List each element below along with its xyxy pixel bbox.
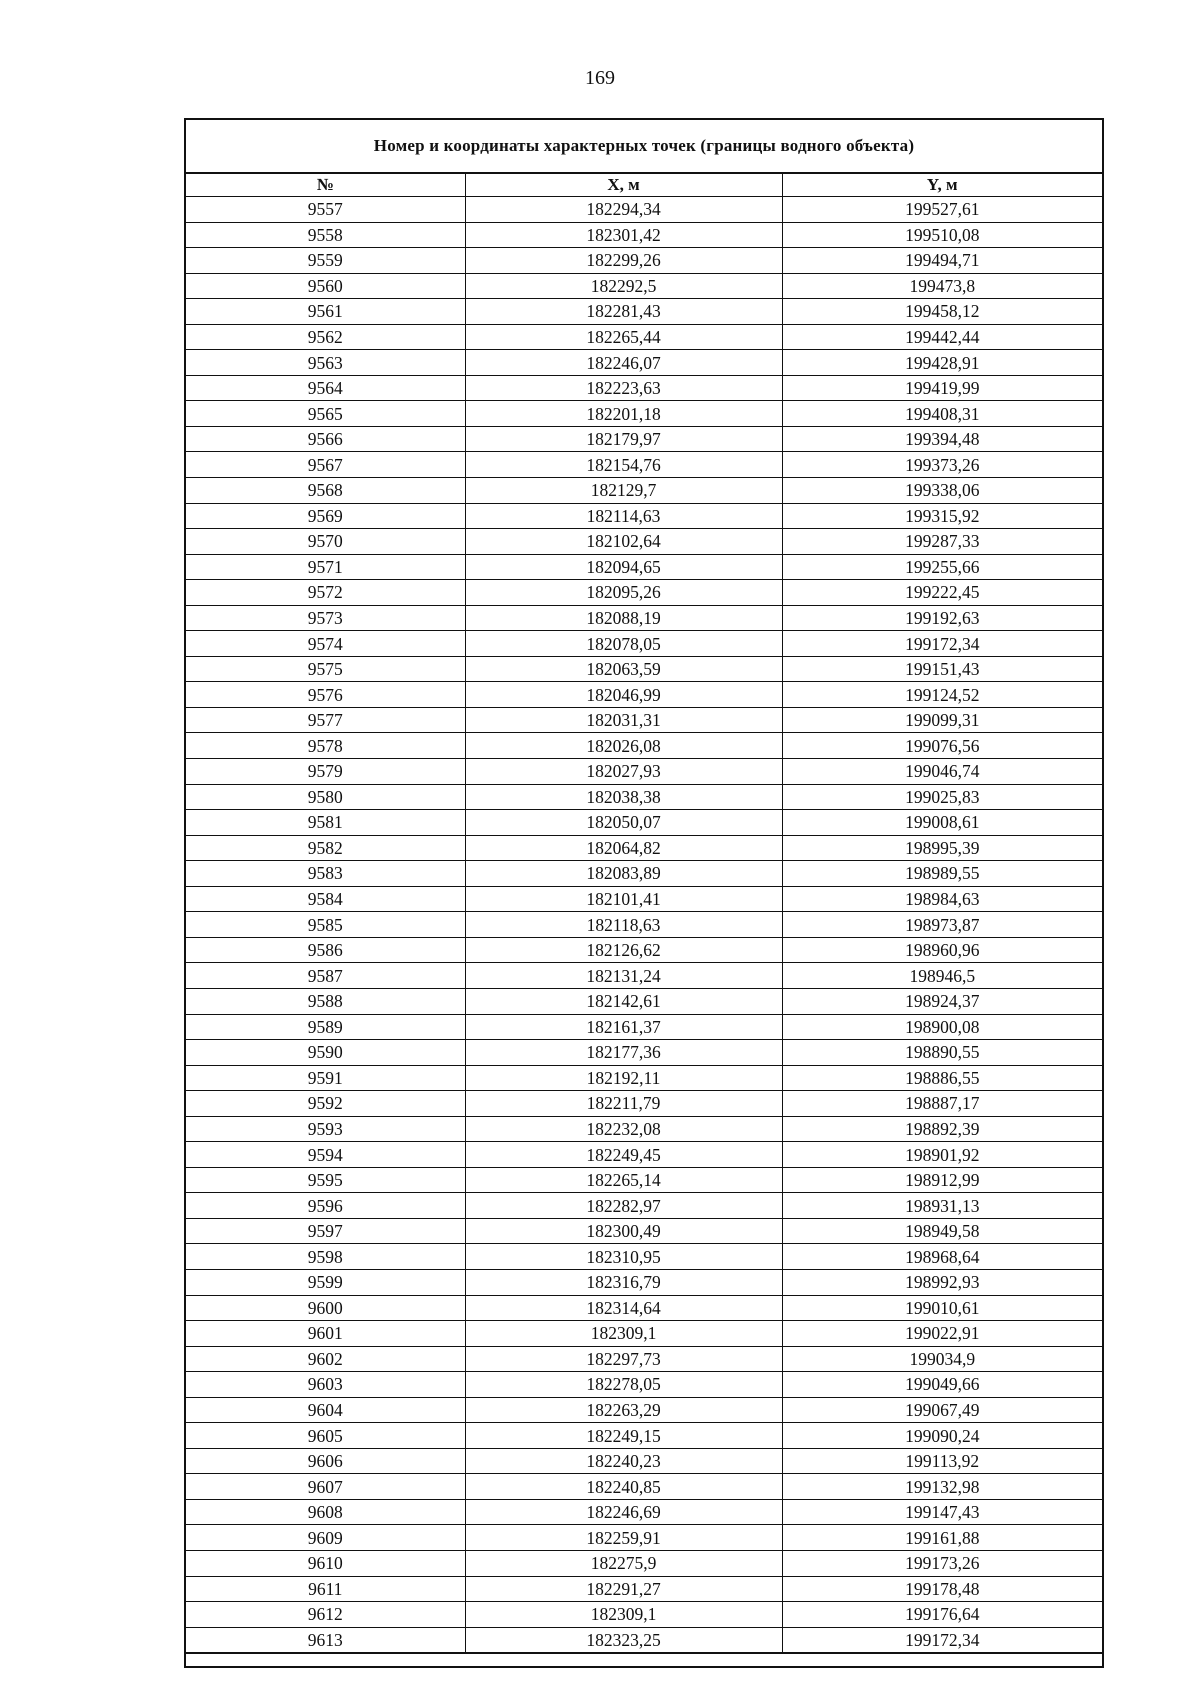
cell-x-coordinate: 182246,07 [465,350,782,376]
cell-x-coordinate: 182102,64 [465,529,782,555]
cell-x-coordinate: 182263,29 [465,1397,782,1423]
cell-x-coordinate: 182292,5 [465,273,782,299]
cell-x-coordinate: 182310,95 [465,1244,782,1270]
table-row [186,1525,1102,1551]
cell-x-coordinate: 182300,49 [465,1218,782,1244]
cell-point-number: 9604 [186,1397,465,1423]
cell-y-coordinate: 198973,87 [782,912,1102,938]
table-body [186,197,1102,1654]
cell-x-coordinate: 182323,25 [465,1627,782,1653]
table-row [186,886,1102,912]
cell-point-number: 9583 [186,861,465,887]
cell-y-coordinate: 199419,99 [782,375,1102,401]
table-row [186,1448,1102,1474]
table-title: Номер и координаты характерных точек (границы водного объекта) [186,120,1102,174]
cell-x-coordinate: 182281,43 [465,299,782,325]
cell-y-coordinate: 199442,44 [782,324,1102,350]
cell-x-coordinate: 182316,79 [465,1269,782,1295]
cell-x-coordinate: 182064,82 [465,835,782,861]
cell-point-number: 9600 [186,1295,465,1321]
cell-point-number: 9559 [186,248,465,274]
cell-x-coordinate: 182282,97 [465,1193,782,1219]
cell-y-coordinate: 199172,34 [782,1627,1102,1653]
cell-point-number: 9557 [186,197,465,223]
cell-x-coordinate: 182278,05 [465,1372,782,1398]
cell-y-coordinate: 199178,48 [782,1576,1102,1602]
cell-y-coordinate: 199192,63 [782,605,1102,631]
cell-point-number: 9579 [186,759,465,785]
cell-x-coordinate: 182259,91 [465,1525,782,1551]
table-row [186,1627,1102,1653]
cell-y-coordinate: 199049,66 [782,1372,1102,1398]
cell-point-number: 9572 [186,580,465,606]
table-row [186,912,1102,938]
table-row [186,1550,1102,1576]
table-row [186,1014,1102,1040]
table-row [186,784,1102,810]
cell-y-coordinate: 199025,83 [782,784,1102,810]
cell-point-number: 9566 [186,426,465,452]
cell-x-coordinate: 182142,61 [465,988,782,1014]
cell-point-number: 9558 [186,222,465,248]
cell-y-coordinate: 198946,5 [782,963,1102,989]
cell-x-coordinate: 182094,65 [465,554,782,580]
cell-point-number: 9588 [186,988,465,1014]
cell-y-coordinate: 198989,55 [782,861,1102,887]
cell-y-coordinate: 198886,55 [782,1065,1102,1091]
cell-y-coordinate: 199176,64 [782,1602,1102,1628]
cell-y-coordinate: 199315,92 [782,503,1102,529]
cell-point-number: 9564 [186,375,465,401]
cell-point-number: 9610 [186,1550,465,1576]
cell-y-coordinate: 198992,93 [782,1269,1102,1295]
cell-x-coordinate: 182046,99 [465,682,782,708]
table-row [186,810,1102,836]
table-row [186,1397,1102,1423]
table-row [186,937,1102,963]
table-row [186,1116,1102,1142]
cell-point-number: 9601 [186,1321,465,1347]
cell-y-coordinate: 199124,52 [782,682,1102,708]
cell-y-coordinate: 199090,24 [782,1423,1102,1449]
cell-point-number: 9565 [186,401,465,427]
table-row [186,222,1102,248]
table-row [186,401,1102,427]
table-row [186,631,1102,657]
cell-point-number: 9587 [186,963,465,989]
cell-y-coordinate: 198912,99 [782,1167,1102,1193]
cell-y-coordinate: 199173,26 [782,1550,1102,1576]
table-row [186,452,1102,478]
cell-y-coordinate: 198887,17 [782,1091,1102,1117]
cell-y-coordinate: 199022,91 [782,1321,1102,1347]
cell-x-coordinate: 182299,26 [465,248,782,274]
table-row [186,861,1102,887]
cell-point-number: 9568 [186,478,465,504]
table-row [186,503,1102,529]
cell-point-number: 9573 [186,605,465,631]
cell-x-coordinate: 182114,63 [465,503,782,529]
cell-point-number: 9608 [186,1499,465,1525]
cell-point-number: 9599 [186,1269,465,1295]
table-row [186,299,1102,325]
cell-x-coordinate: 182083,89 [465,861,782,887]
cell-point-number: 9586 [186,937,465,963]
cell-y-coordinate: 199076,56 [782,733,1102,759]
cell-x-coordinate: 182294,34 [465,197,782,223]
cell-x-coordinate: 182301,42 [465,222,782,248]
table-row [186,1193,1102,1219]
cell-point-number: 9567 [186,452,465,478]
cell-x-coordinate: 182101,41 [465,886,782,912]
cell-x-coordinate: 182249,15 [465,1423,782,1449]
table-row [186,605,1102,631]
cell-y-coordinate: 198984,63 [782,886,1102,912]
cell-x-coordinate: 182088,19 [465,605,782,631]
cell-x-coordinate: 182161,37 [465,1014,782,1040]
table-row [186,478,1102,504]
cell-x-coordinate: 182314,64 [465,1295,782,1321]
cell-point-number: 9591 [186,1065,465,1091]
cell-point-number: 9605 [186,1423,465,1449]
table-row [186,963,1102,989]
cell-x-coordinate: 182031,31 [465,707,782,733]
cell-x-coordinate: 182063,59 [465,656,782,682]
coordinates-table [186,174,1102,1654]
table-row [186,1372,1102,1398]
cell-point-number: 9582 [186,835,465,861]
cell-y-coordinate: 198892,39 [782,1116,1102,1142]
cell-point-number: 9570 [186,529,465,555]
cell-x-coordinate: 182126,62 [465,937,782,963]
cell-point-number: 9607 [186,1474,465,1500]
table-row [186,580,1102,606]
cell-point-number: 9593 [186,1116,465,1142]
cell-x-coordinate: 182201,18 [465,401,782,427]
cell-y-coordinate: 198995,39 [782,835,1102,861]
table-row [186,324,1102,350]
cell-y-coordinate: 199067,49 [782,1397,1102,1423]
cell-x-coordinate: 182275,9 [465,1550,782,1576]
cell-y-coordinate: 198960,96 [782,937,1102,963]
table-row [186,273,1102,299]
table-row [186,1244,1102,1270]
cell-point-number: 9598 [186,1244,465,1270]
cell-point-number: 9578 [186,733,465,759]
table-row [186,1321,1102,1347]
column-header-number: № [186,174,465,197]
cell-y-coordinate: 199255,66 [782,554,1102,580]
cell-point-number: 9560 [186,273,465,299]
cell-x-coordinate: 182078,05 [465,631,782,657]
cell-point-number: 9594 [186,1142,465,1168]
cell-x-coordinate: 182154,76 [465,452,782,478]
table-row [186,350,1102,376]
table-row [186,835,1102,861]
table-row [186,248,1102,274]
cell-point-number: 9597 [186,1218,465,1244]
cell-y-coordinate: 199527,61 [782,197,1102,223]
table-row [186,375,1102,401]
cell-x-coordinate: 182265,14 [465,1167,782,1193]
cell-y-coordinate: 199428,91 [782,350,1102,376]
cell-point-number: 9592 [186,1091,465,1117]
cell-y-coordinate: 199147,43 [782,1499,1102,1525]
coordinates-table-frame [184,118,1104,1668]
table-row [186,1269,1102,1295]
cell-x-coordinate: 182246,69 [465,1499,782,1525]
column-header-x: X, м [465,174,782,197]
cell-point-number: 9613 [186,1627,465,1653]
cell-point-number: 9575 [186,656,465,682]
cell-y-coordinate: 199008,61 [782,810,1102,836]
cell-x-coordinate: 182192,11 [465,1065,782,1091]
cell-point-number: 9561 [186,299,465,325]
cell-point-number: 9589 [186,1014,465,1040]
table-row [186,1474,1102,1500]
cell-y-coordinate: 199132,98 [782,1474,1102,1500]
cell-y-coordinate: 198901,92 [782,1142,1102,1168]
table-row [186,1295,1102,1321]
table-row [186,1576,1102,1602]
cell-point-number: 9574 [186,631,465,657]
table-row [186,1218,1102,1244]
cell-point-number: 9602 [186,1346,465,1372]
cell-point-number: 9585 [186,912,465,938]
table-row [186,1065,1102,1091]
cell-point-number: 9571 [186,554,465,580]
table-row [186,1167,1102,1193]
cell-y-coordinate: 199046,74 [782,759,1102,785]
cell-x-coordinate: 182249,45 [465,1142,782,1168]
cell-x-coordinate: 182309,1 [465,1321,782,1347]
table-row [186,529,1102,555]
cell-y-coordinate: 199113,92 [782,1448,1102,1474]
cell-y-coordinate: 199172,34 [782,631,1102,657]
cell-point-number: 9584 [186,886,465,912]
cell-x-coordinate: 182179,97 [465,426,782,452]
table-row [186,733,1102,759]
cell-point-number: 9562 [186,324,465,350]
cell-point-number: 9606 [186,1448,465,1474]
cell-y-coordinate: 199034,9 [782,1346,1102,1372]
cell-point-number: 9609 [186,1525,465,1551]
table-row [186,1602,1102,1628]
table-row [186,1499,1102,1525]
cell-y-coordinate: 199010,61 [782,1295,1102,1321]
cell-x-coordinate: 182240,85 [465,1474,782,1500]
cell-x-coordinate: 182309,1 [465,1602,782,1628]
cell-point-number: 9563 [186,350,465,376]
cell-point-number: 9590 [186,1040,465,1066]
cell-y-coordinate: 199394,48 [782,426,1102,452]
cell-point-number: 9595 [186,1167,465,1193]
cell-x-coordinate: 182291,27 [465,1576,782,1602]
table-row [186,1423,1102,1449]
cell-y-coordinate: 198949,58 [782,1218,1102,1244]
cell-x-coordinate: 182129,7 [465,478,782,504]
cell-x-coordinate: 182131,24 [465,963,782,989]
table-row [186,682,1102,708]
cell-point-number: 9581 [186,810,465,836]
cell-x-coordinate: 182211,79 [465,1091,782,1117]
table-row [186,426,1102,452]
cell-x-coordinate: 182240,23 [465,1448,782,1474]
cell-x-coordinate: 182232,08 [465,1116,782,1142]
cell-x-coordinate: 182223,63 [465,375,782,401]
cell-y-coordinate: 199161,88 [782,1525,1102,1551]
table-row [186,1346,1102,1372]
table-row [186,197,1102,223]
cell-point-number: 9596 [186,1193,465,1219]
cell-x-coordinate: 182027,93 [465,759,782,785]
table-row [186,759,1102,785]
table-row [186,1040,1102,1066]
column-header-y: Y, м [782,174,1102,197]
cell-x-coordinate: 182050,07 [465,810,782,836]
cell-y-coordinate: 198924,37 [782,988,1102,1014]
cell-point-number: 9611 [186,1576,465,1602]
cell-x-coordinate: 182297,73 [465,1346,782,1372]
cell-x-coordinate: 182265,44 [465,324,782,350]
cell-x-coordinate: 182026,08 [465,733,782,759]
cell-point-number: 9577 [186,707,465,733]
cell-y-coordinate: 199494,71 [782,248,1102,274]
cell-point-number: 9603 [186,1372,465,1398]
table-row [186,1142,1102,1168]
cell-y-coordinate: 198900,08 [782,1014,1102,1040]
cell-point-number: 9580 [186,784,465,810]
cell-y-coordinate: 199338,06 [782,478,1102,504]
table-row [186,1091,1102,1117]
cell-y-coordinate: 199099,31 [782,707,1102,733]
cell-point-number: 9576 [186,682,465,708]
cell-y-coordinate: 199408,31 [782,401,1102,427]
cell-y-coordinate: 198968,64 [782,1244,1102,1270]
page-number: 169 [585,67,615,89]
cell-y-coordinate: 199151,43 [782,656,1102,682]
cell-x-coordinate: 182095,26 [465,580,782,606]
cell-y-coordinate: 198931,13 [782,1193,1102,1219]
table-header-row [186,174,1102,197]
table-row [186,707,1102,733]
cell-x-coordinate: 182177,36 [465,1040,782,1066]
cell-x-coordinate: 182118,63 [465,912,782,938]
cell-y-coordinate: 199510,08 [782,222,1102,248]
cell-y-coordinate: 199287,33 [782,529,1102,555]
cell-point-number: 9612 [186,1602,465,1628]
cell-y-coordinate: 199373,26 [782,452,1102,478]
cell-y-coordinate: 198890,55 [782,1040,1102,1066]
cell-y-coordinate: 199473,8 [782,273,1102,299]
table-row [186,656,1102,682]
cell-x-coordinate: 182038,38 [465,784,782,810]
table-row [186,988,1102,1014]
cell-y-coordinate: 199222,45 [782,580,1102,606]
cell-y-coordinate: 199458,12 [782,299,1102,325]
cell-point-number: 9569 [186,503,465,529]
table-row [186,554,1102,580]
